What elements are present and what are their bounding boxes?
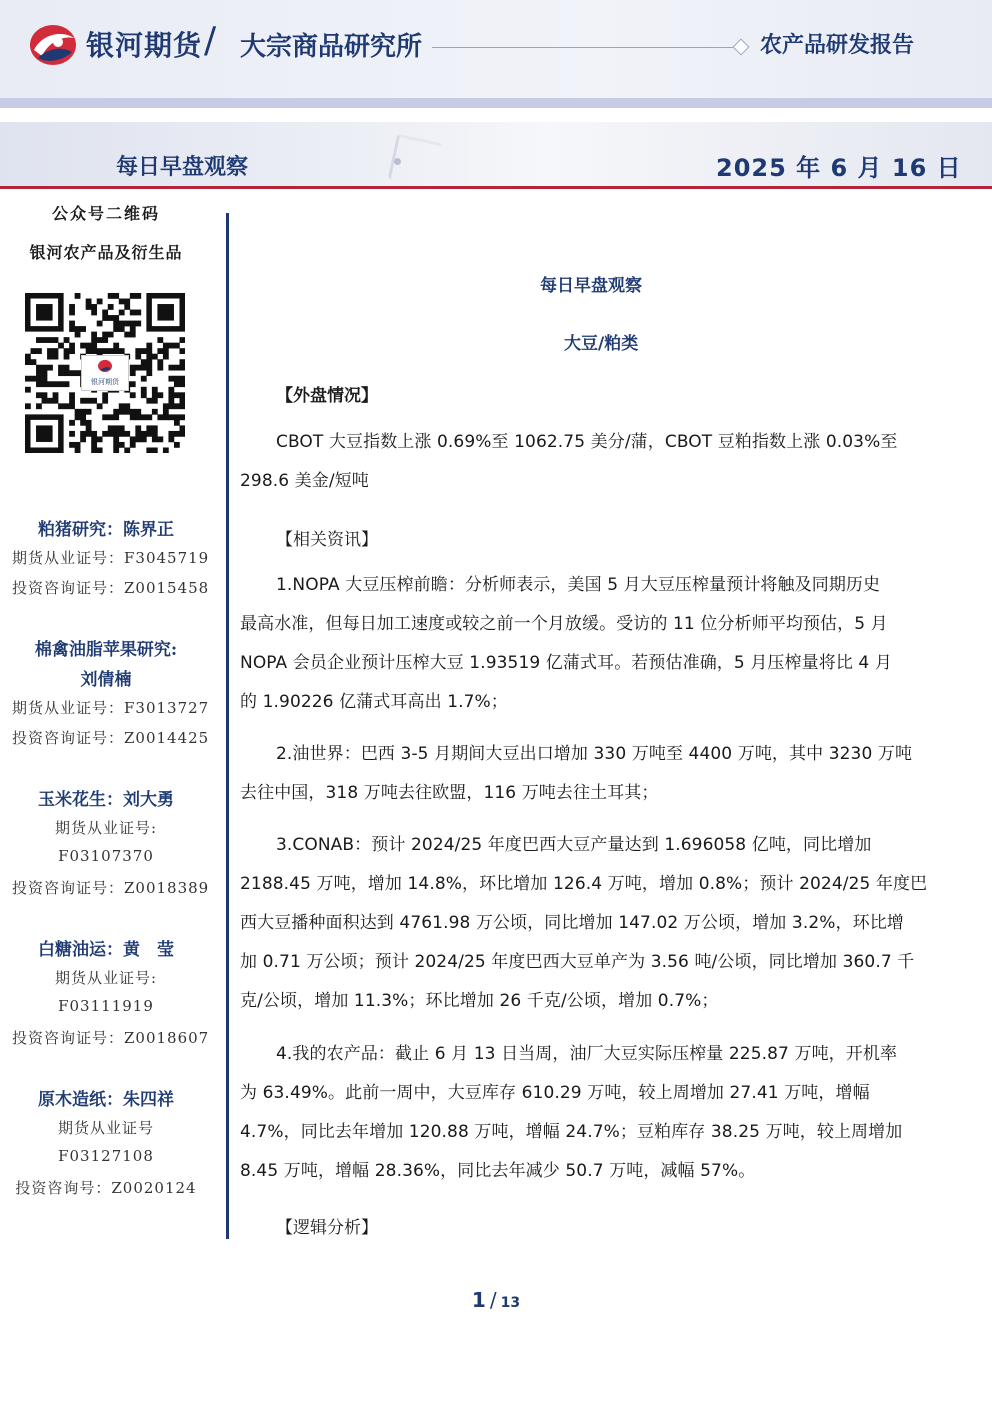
page-title: 每日早盘观察 [116,155,249,180]
paragraph-overseas [240,423,940,501]
header-stripe [0,98,992,108]
text-line: 去往中国，318 万吨去往欧盟，116 万吨去往土耳其； [240,783,659,803]
qr-title: 公众号二维码 [51,204,160,223]
analyst-cert: 投资咨询号：Z0020124 [15,1179,197,1197]
text-line: 克/公顷，增加 11.3%；环比增加 26 千克/公顷，增加 0.7%； [240,991,719,1011]
institute-name: 大宗商品研究所 [240,32,423,62]
report-type: 农产品研发报告 [760,33,915,58]
qr-logo [81,355,129,391]
text-line: 为 63.49%。此前一周中，大豆库存 610.29 万吨，较上周增加 27.41 万吨，增幅 [240,1083,870,1103]
analyst-cert-label: 期货从业证号 [57,1119,154,1137]
text-line: 最高水准，但每日加工速度或较之前一个月放缓。受访的 11 位分析师平均预估，5 月 [240,614,888,634]
paragraph-news-3 [240,826,940,1021]
qr-logo-text: 银河期货 [91,378,119,386]
content-title: 每日早盘观察 [540,276,642,296]
qr-logo-icon [96,359,114,373]
qr-subtitle: 银河农产品及衍生品 [29,243,183,262]
text-line: 1.NOPA 大豆压榨前瞻：分析师表示，美国 5 月大豆压榨量预计将触及同期历史 [276,575,881,595]
report-date: 2025 年 6 月 16 日 [716,154,962,182]
text-line: 4.7%，同比去年增加 120.88 万吨，增幅 24.7%；豆粕库存 38.25 万吨，较上周增加 [240,1122,903,1142]
text-line: 4.我的农产品：截止 6 月 13 日当周，油厂大豆实际压榨量 225.87 万吨，开机率 [276,1044,898,1064]
header-divider [432,47,734,48]
paragraph-news-1 [240,566,940,722]
page-number [0,1288,992,1312]
analyst-title: 玉米花生：刘大勇 [38,790,174,810]
analyst-cert-value: F03111919 [58,997,154,1015]
subheading-overseas: 【外盘情况】 [276,386,378,406]
text-line: 加 0.71 万公顷；预计 2024/25 年度巴西大豆单产为 3.56 吨/公顷，同比增加 360.7 千 [240,952,915,972]
sidebar [0,189,212,1239]
analyst-cert: 投资咨询证号：Z0018389 [12,879,210,897]
text-line: 的 1.90226 亿蒲式耳高出 1.7%； [240,692,508,712]
analyst-cert: 投资咨询证号：Z0014425 [12,729,210,747]
page-total: 13 [500,1295,521,1311]
analyst-title: 原木造纸：朱四祥 [38,1090,174,1110]
subheading-news: 【相关资讯】 [276,530,378,550]
text-line: NOPA 会员企业预计压榨大豆 1.93519 亿蒲式耳。若预估准确，5 月压榨量将比 4 月 [240,653,892,673]
analyst-cert: 期货从业证号：F3013727 [12,699,210,717]
qr-code[interactable] [25,293,185,453]
analyst-title: 粕猪研究：陈界正 [38,520,174,540]
analyst-title: 棉禽油脂苹果研究: [34,640,178,660]
paragraph-news-2 [240,735,940,813]
text-line: 3.CONAB：预计 2024/25 年度巴西大豆产量达到 1.696058 亿吨，同比增加 [276,835,872,855]
text-line: 2188.45 万吨，增加 14.8%，环比增加 126.4 万吨，增加 0.8%；预计 2024/25 年度巴 [240,874,928,894]
text-line: 2.油世界：巴西 3-5 月期间大豆出口增加 330 万吨至 4400 万吨，其中 3230 万吨 [276,744,913,764]
paragraph-news-4 [240,1035,940,1191]
page-separator: / [489,1288,497,1312]
analyst-name: 刘倩楠 [80,670,132,690]
galaxy-logo-icon [28,22,78,68]
analyst-cert-label: 期货从业证号: [54,819,158,837]
decor-dot-icon [394,158,401,165]
analyst-cert: 投资咨询证号：Z0018607 [12,1029,210,1047]
analyst-cert: 投资咨询证号：Z0015458 [12,579,210,597]
text-line: 8.45 万吨，增幅 28.36%，同比去年减少 50.7 万吨，减幅 57%。 [240,1161,756,1181]
brand-name: 银河期货 [86,29,203,62]
section-title: 大豆/粕类 [564,334,639,354]
analyst-cert-label: 期货从业证号: [54,969,158,987]
page-current: 1 [471,1288,486,1312]
analyst-cert-value: F03107370 [58,847,154,865]
analyst-title: 白糖油运：黄 莹 [38,940,174,960]
subheading-logic: 【逻辑分析】 [276,1218,378,1238]
analyst-cert-value: F03127108 [58,1147,154,1165]
text-line: 西大豆播种面积达到 4761.98 万公顷，同比增加 147.02 万公顷，增加 3.2%，环比增 [240,913,904,933]
header-slash: / [204,20,217,61]
analyst-cert: 期货从业证号：F3045719 [12,549,210,567]
text-line: 298.6 美金/短吨 [240,471,369,491]
text-line: CBOT 大豆指数上涨 0.69%至 1062.75 美分/蒲，CBOT 豆粕指数上涨 0.03%至 [276,432,898,452]
sidebar-divider [226,213,229,1239]
